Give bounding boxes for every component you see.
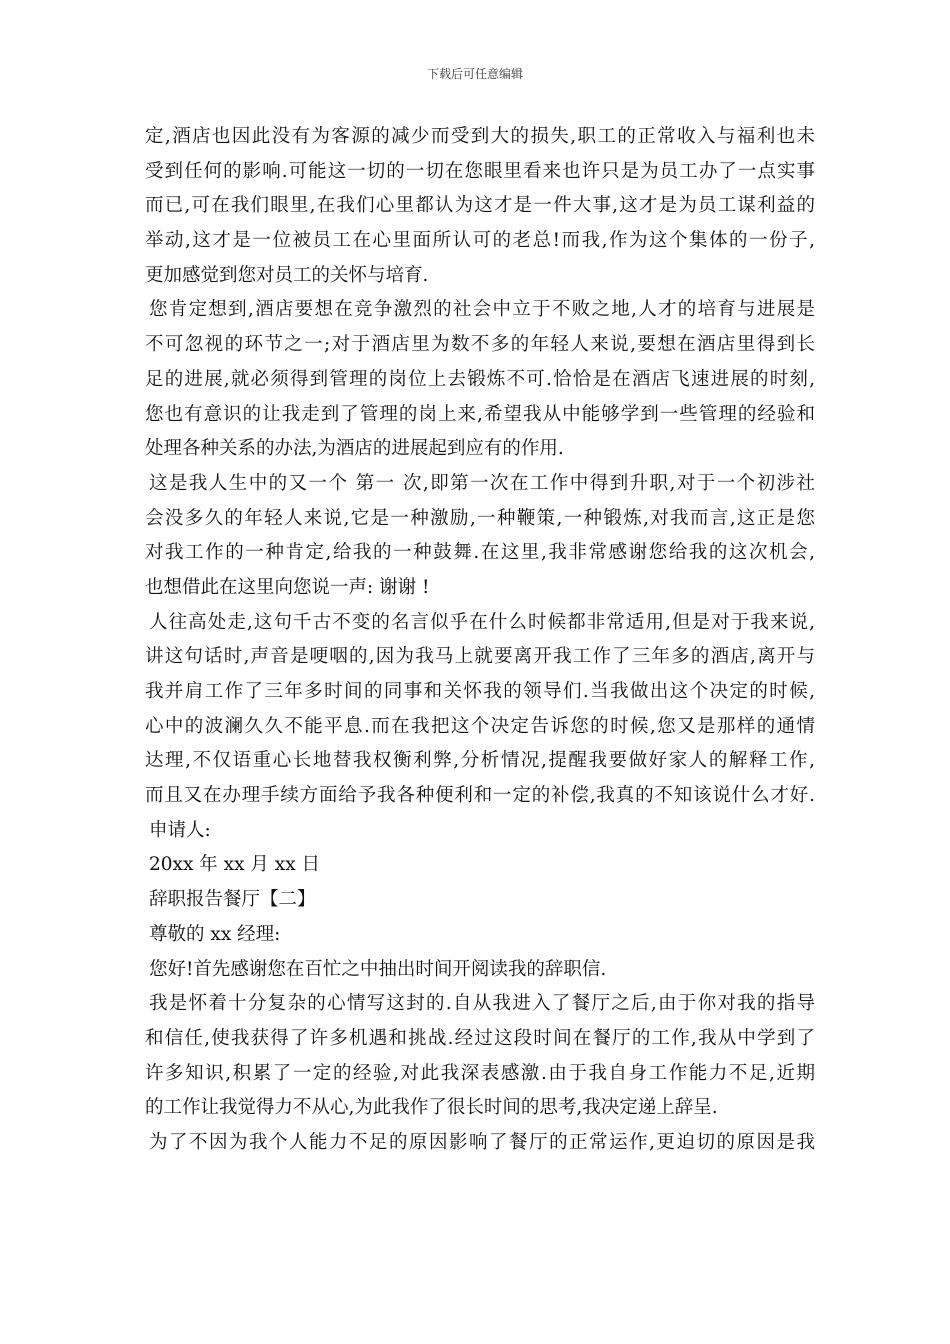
text-line: 您也有意识的让我走到了管理的岗上来,希望我从中能够学到一些管理的经验和 — [145, 403, 815, 425]
page-header: 下载后可任意编辑 — [426, 67, 523, 81]
text-line: 处理各种关系的办法,为酒店的进展起到应有的作用. — [145, 438, 564, 460]
salutation: 尊敬的 xx 经理: — [149, 923, 281, 945]
text-line: 更加感觉到您对员工的关怀与培育. — [145, 264, 429, 286]
text-line: 20xx 年 xx 月 xx 日 — [149, 854, 321, 876]
text-line: 不可忽视的环节之一;对于酒店里为数不多的年轻人来说,要想在酒店里得到长 — [145, 334, 815, 356]
text-line: 您好!首先感谢您在百忙之中抽出时间开阅读我的辞职信. — [149, 958, 607, 980]
document-body — [145, 120, 815, 1161]
text-line: 我是怀着十分复杂的心情写这封的.自从我进入了餐厅之后,由于你对我的指导 — [149, 993, 815, 1015]
text-line: 定,酒店也因此没有为客源的减少而受到大的损失,职工的正常收入与福利也未 — [145, 126, 815, 147]
text-line: 而已,可在我们眼里,在我们心里都认为这才是一件大事,这才是为员工谋利益的 — [145, 195, 815, 217]
text-line: 人往高处走,这句千古不变的名言似乎在什么时候都非常适用,但是对于我来说, — [149, 611, 815, 633]
text-line: 受到任何的影响.可能这一切的一切在您眼里看来也许只是为员工办了一点实事 — [145, 160, 815, 182]
text-line: 这是我人生中的又一个 第一 次,即第一次在工作中得到升职,对于一个初涉社 — [149, 472, 815, 494]
text-line: 您肯定想到,酒店要想在竞争激烈的社会中立于不败之地,人才的培育与进展是 — [149, 299, 815, 321]
text-line: 心中的波澜久久不能平息.而在我把这个决定告诉您的时候,您又是那样的通情 — [145, 715, 815, 737]
text-line: 和信任,使我获得了许多机遇和挑战.经过这段时间在餐厅的工作,我从中学到了 — [145, 1027, 815, 1049]
text-line: 会没多久的年轻人来说,它是一种激励,一种鞭策,一种锻炼,对我而言,这正是您 — [145, 507, 815, 529]
text-line: 讲这句话时,声音是哽咽的,因为我马上就要离开我工作了三年多的酒店,离开与 — [145, 646, 815, 668]
text-line: 足的进展,就必须得到管理的岗位上去锻炼不可.恰恰是在酒店飞速进展的时刻, — [145, 368, 815, 390]
text-line: 申请人: — [149, 819, 211, 841]
text-line: 我并肩工作了三年多时间的同事和关怀我的领导们.当我做出这个决定的时候, — [145, 681, 815, 702]
text-line: 达理,不仅语重心长地替我权衡利弊,分析情况,提醒我要做好家人的解释工作, — [145, 750, 815, 772]
text-line: 为了不因为我个人能力不足的原因影响了餐厅的正常运作,更迫切的原因是我 — [149, 1131, 815, 1153]
section-heading: 辞职报告餐厅【二】 — [149, 889, 316, 911]
text-line: 的工作让我觉得力不从心,为此我作了很长时间的思考,我决定递上辞呈. — [145, 1097, 718, 1119]
text-line: 许多知识,积累了一定的经验,对此我深表感激.由于我自身工作能力不足,近期 — [145, 1062, 815, 1084]
text-line: 对我工作的一种肯定,给我的一种鼓舞.在这里,我非常感谢您给我的这次机会, — [145, 542, 815, 564]
text-line: 举动,这才是一位被员工在心里面所认可的老总!而我,作为这个集体的一份子, — [145, 230, 815, 252]
text-line: 也想借此在这里向您说一声: 谢谢 ! — [145, 576, 430, 598]
text-line: 而且又在办理手续方面给予我各种便利和一定的补偿,我真的不知该说什么才好. — [145, 785, 815, 807]
